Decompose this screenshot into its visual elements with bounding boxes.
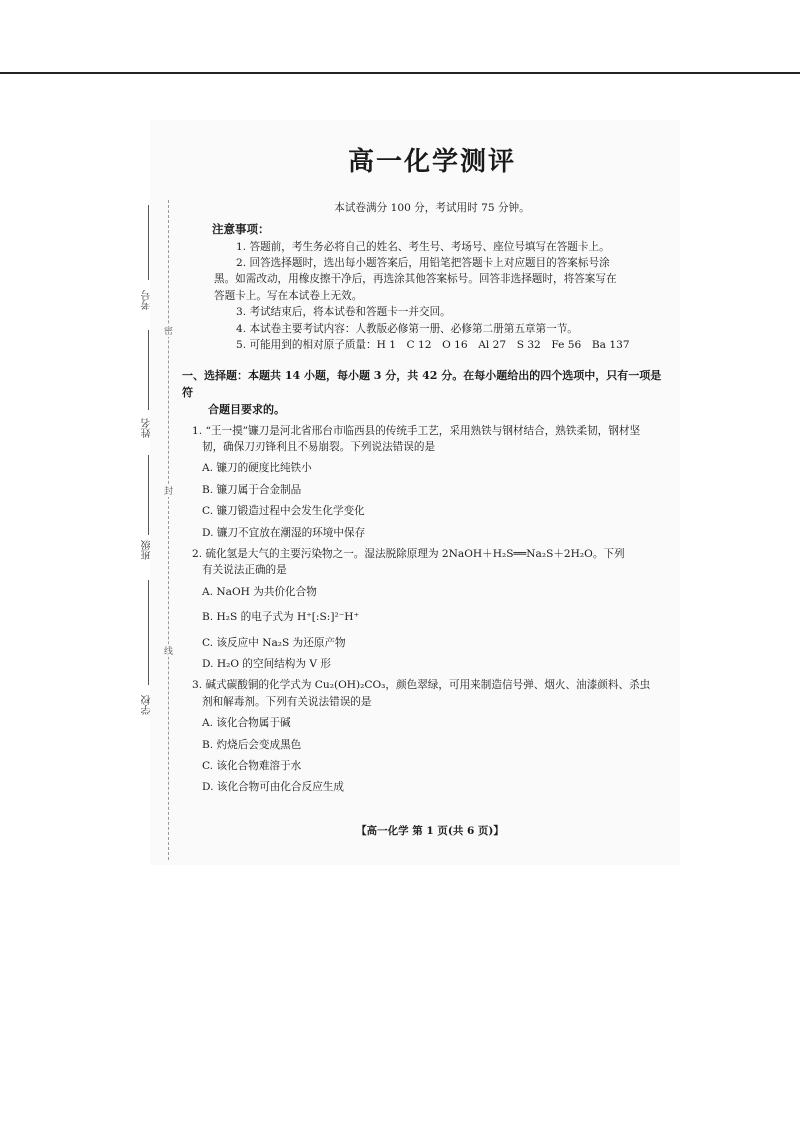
option-b: B. 镰刀属于合金制品 [202,483,302,496]
question-2 [192,546,672,672]
school-line [148,580,149,685]
option-b: B. H₂S 的电子式为 H⁺[:S:]²⁻H⁺ [202,611,360,624]
binding-mark-mi: 密 [164,324,173,337]
notice-item: 黑。如需改动，用橡皮擦干净后，再选涂其他答案标号。回答非选择题时，将答案写在 [214,273,617,286]
option-a: A. NaOH 为共价化合物 [202,585,317,598]
binding-line [168,200,170,860]
option-c: C. 该反应中 Na₂S 为还原产物 [202,636,346,649]
exam-content [182,140,672,801]
option-c: C. 镰刀锻造过程中会发生化学变化 [202,505,365,518]
question-1 [192,423,672,541]
notice-item: 5. 可能用到的相对原子质量：H 1 C 12 O 16 Al 27 S 32 Fe 56 Ba 137 [236,338,630,351]
question-text: 韧，确保刀刃锋利且不易崩裂。下列说法错误的是 [202,440,436,453]
school-label: 学校 [142,695,153,715]
exam-subtitle: 本试卷满分 100 分，考试用时 75 分钟。 [334,202,530,215]
notice-item: 答题卡上。写在本试卷上无效。 [214,289,363,302]
option-d: D. H₂O 的空间结构为 V 形 [202,657,331,670]
exam-title: 高一化学测评 [347,147,516,177]
exam-number-label: 考号 [142,290,153,310]
question-text: 剂和解毒剂。下列有关说法错误的是 [202,695,372,708]
section-heading-cont: 合题目要求的。 [208,403,285,417]
exam-number-line [148,205,149,280]
option-d: D. 镰刀不宜放在潮湿的环境中保存 [202,526,366,539]
class-label: 班级 [142,540,153,560]
top-rule [0,72,800,74]
option-a: A. 该化合物属于碱 [202,717,291,730]
binding-mark-feng: 封 [164,484,173,497]
question-text: 2. 硫化氢是大气的主要污染物之一。湿法脱除原理为 2NaOH＋H₂S══Na₂S＋2H₂O。下列 [192,547,625,560]
notice-heading: 注意事项： [212,221,270,236]
option-d: D. 该化合物可由化合反应生成 [202,781,344,794]
question-text: 1. “王一摸”镰刀是河北省邢台市临西县的传统手工艺，采用熟铁与钢材结合，熟铁柔韧，钢材坚 [192,424,641,437]
notice-item: 4. 本试卷主要考试内容：人教版必修第一册、必修第二册第五章第一节。 [236,322,578,335]
name-line [148,330,149,410]
notice-item: 2. 回答选择题时，选出每小题答案后，用铅笔把答题卡上对应题目的答案标号涂 [236,256,610,269]
class-line [148,455,149,535]
page-footer: 【高一化学 第 1 页(共 6 页)】 [356,825,504,837]
notice-item: 1. 答题前，考生务必将自己的姓名、考生号、考场号、座位号填写在答题卡上。 [236,240,610,253]
section-heading: 一、选择题：本题共 14 小题，每小题 3 分，共 42 分。在每小题给出的四个选项中，只有一项是符 [182,369,662,400]
option-b: B. 灼烧后会变成黑色 [202,738,302,751]
question-3 [192,677,672,795]
notice-item: 3. 考试结束后，将本试卷和答题卡一并交回。 [236,306,451,319]
question-text: 有关说法正确的是 [202,564,287,577]
name-label: 姓名 [142,418,153,438]
option-a: A. 镰刀的硬度比纯铁小 [202,462,312,475]
binding-mark-xian: 线 [164,644,173,657]
question-text: 3. 碱式碳酸铜的化学式为 Cu₂(OH)₂CO₃，颜色翠绿，可用来制造信号弹、烟火、油漆颜料、杀虫 [192,679,651,692]
option-c: C. 该化合物难溶于水 [202,760,302,772]
